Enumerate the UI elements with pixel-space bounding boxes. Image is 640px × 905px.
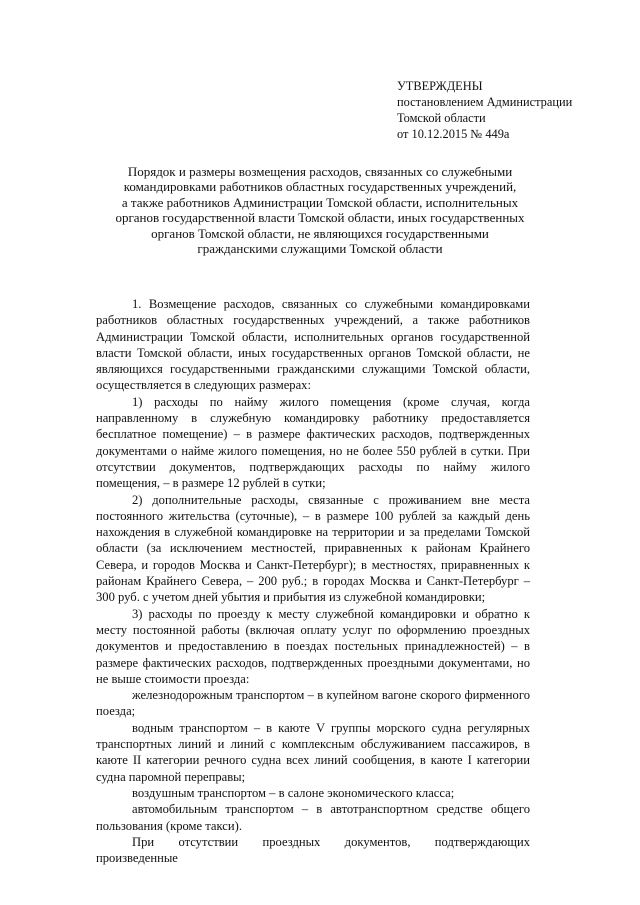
- paragraph-rail-transport: железнодорожным транспортом – в купейном вагоне скорого фирменного поезда;: [96, 688, 530, 719]
- document-body: [96, 296, 530, 866]
- paragraph-subitem-3: 3) расходы по проезду к месту служебной командировки и обратно к месту постоянной работы (включая оплату услуг по оформлению проездных документов и предоставлению в поездах постельных принадлежностей) – в размере фактических расходов, подтвержденных проездными документами, но не выше стоимости проезда:: [96, 606, 530, 686]
- title-line: а также работников Администрации Томской области, исполнительных: [121, 194, 519, 210]
- approval-heading: УТВЕРЖДЕНЫ: [397, 79, 483, 93]
- title-line: органов государственной власти Томской области, иных государственных: [115, 210, 525, 226]
- approval-line: Томской области: [397, 111, 486, 125]
- approval-line: постановлением Администрации: [397, 95, 573, 109]
- paragraph-road-transport: автомобильным транспортом – в автотранспортном средстве общего пользования (кроме такси).: [96, 802, 530, 833]
- title-line: гражданскими служащими Томской области: [197, 241, 443, 257]
- title-line: Порядок и размеры возмещения расходов, связанных со служебными: [127, 164, 513, 179]
- title-line: органов Томской области, не являющихся государственными: [151, 225, 489, 241]
- approval-block: [397, 78, 627, 142]
- approval-date: от 10.12.2015 № 449а: [397, 127, 510, 141]
- paragraph-air-transport: воздушным транспортом – в салоне экономического класса;: [132, 785, 455, 800]
- paragraph-subitem-1: 1) расходы по найму жилого помещения (кроме случая, когда направленному в служебную командировку работнику предоставляется бесплатное помещение) – в размере фактических расходов, подтвержденных документами о найме жилого помещения, но не более 550 рублей в сутки. При отсутствии документов, подтверждающих расходы по найму жилого помещения, – в размере 12 рублей в сутки;: [96, 394, 530, 491]
- title-line: командировками работников областных государственных учреждений,: [123, 179, 517, 195]
- document-title: [96, 164, 544, 256]
- paragraph-item-1: 1. Возмещение расходов, связанных со служебными командировками работников областных государственных учреждений, а также работников Администрации Томской области, исполнительных органов государственной власти Томской области, иных государственных органов Томской области, не являющихся государственными гражданскими служащими Томской области, осуществляется в следующих размерах:: [96, 297, 530, 393]
- paragraph-water-transport: водным транспортом – в каюте V группы морского судна регулярных транспортных линий и линий с комплексным обслуживанием пассажиров, в каюте II категории речного судна всех линий сообщения, в каюте I категории судна паромной переправы;: [96, 720, 530, 784]
- paragraph-no-documents: При отсутствии проездных документов, подтверждающих произведенные: [96, 834, 530, 866]
- paragraph-subitem-2: 2) дополнительные расходы, связанные с проживанием вне места постоянного жительства (суточные), – в размере 100 рублей за каждый день нахождения в служебной командировке на территории и за пределами Томской области (за исключением местностей, приравненных к районам Крайнего Севера, и городов Москва и Санкт-Петербург); в местностях, приравненных к районам Крайнего Севера, – 200 руб.; в городах Москва и Санкт-Петербург – 300 руб. с учетом дней убытия и прибытия из служебной командировки;: [96, 492, 530, 605]
